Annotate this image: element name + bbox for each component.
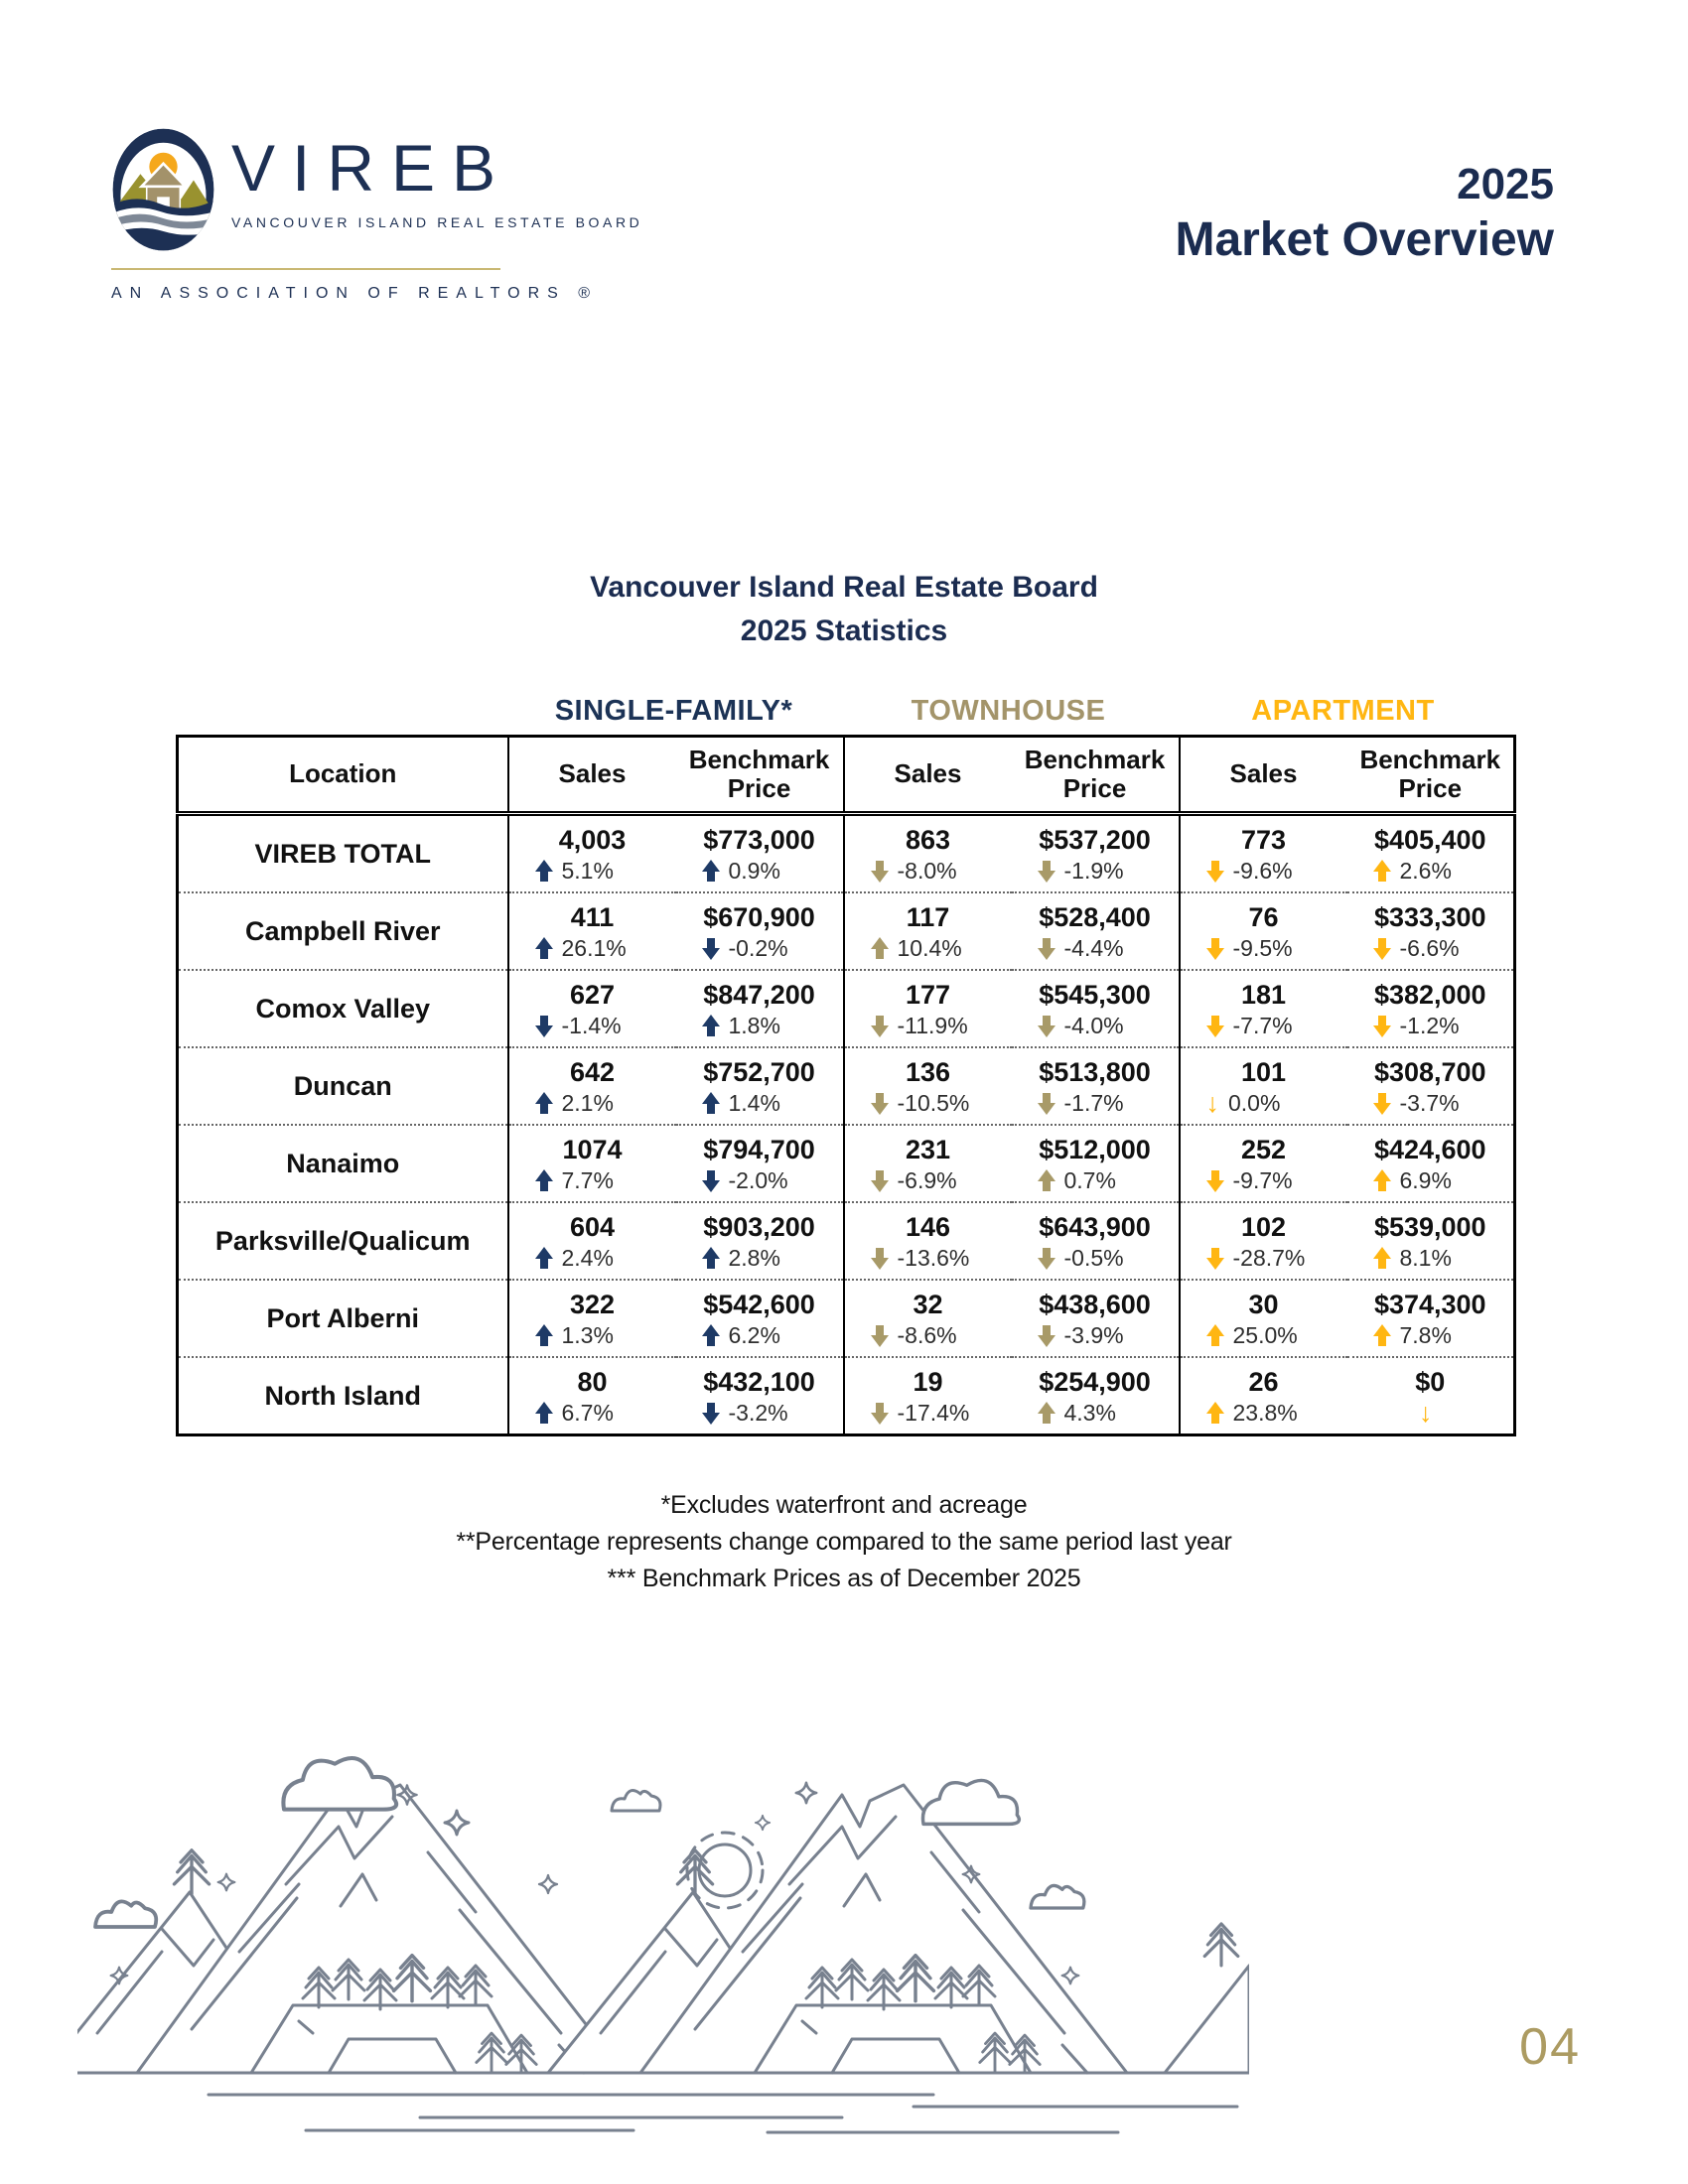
stat-value: $539,000	[1373, 1212, 1486, 1242]
stat-value: 181	[1240, 980, 1287, 1010]
stat-value: 642	[569, 1057, 616, 1087]
stat-value: $773,000	[703, 825, 815, 855]
stat-change	[1181, 1245, 1347, 1278]
vireb-emblem-icon	[111, 127, 215, 252]
stat-value: 136	[905, 1057, 951, 1087]
stat-change	[1347, 1167, 1514, 1200]
stat-change	[845, 1013, 1012, 1045]
stat-change	[1347, 1090, 1514, 1123]
logo-gold-rule	[111, 268, 500, 270]
trend-down-arrow	[1373, 1092, 1391, 1115]
stat-value: $528,400	[1039, 902, 1151, 932]
stat-cell	[1347, 1357, 1515, 1435]
stat-change	[1347, 1400, 1514, 1433]
trend-down-arrow: ↓	[1205, 1088, 1219, 1118]
stat-change-text: -0.2%	[728, 935, 788, 961]
table-row	[178, 970, 1515, 1047]
stat-cell	[1180, 892, 1347, 970]
stat-change-text: 1.4%	[728, 1090, 780, 1116]
stat-cell	[844, 1357, 1012, 1435]
stat-change	[676, 1322, 843, 1355]
stat-cell	[676, 1357, 844, 1435]
stat-change-text: 23.8%	[1232, 1400, 1298, 1426]
stat-value: $0	[1415, 1367, 1446, 1397]
stat-value: $513,800	[1039, 1057, 1151, 1087]
stat-change-text: 6.7%	[561, 1400, 614, 1426]
trend-down-arrow	[1373, 1015, 1391, 1037]
stat-change	[1181, 858, 1347, 890]
stat-cell	[1012, 1357, 1180, 1435]
location-cell: North Island	[178, 1357, 508, 1435]
stat-value: $545,300	[1039, 980, 1151, 1010]
stat-change	[845, 1322, 1012, 1355]
stat-value: 32	[913, 1290, 943, 1319]
stat-value: $670,900	[703, 902, 815, 932]
table-body	[178, 814, 1515, 1435]
stat-change-text: -1.7%	[1063, 1090, 1124, 1116]
stat-change-text: -11.9%	[897, 1013, 968, 1038]
trend-up-arrow	[702, 1092, 720, 1115]
table-row	[178, 1125, 1515, 1202]
stat-value: $512,000	[1039, 1135, 1151, 1164]
table-header	[178, 737, 1515, 814]
stat-value: 76	[1248, 902, 1279, 932]
stat-change-text: -28.7%	[1232, 1245, 1306, 1271]
trend-down-arrow	[1206, 860, 1224, 883]
stat-value: 30	[1248, 1290, 1279, 1319]
document-title-text: Market Overview	[1175, 212, 1554, 266]
stat-change-text: 0.0%	[1228, 1090, 1281, 1116]
stat-change-text: 2.8%	[728, 1245, 780, 1271]
stat-change	[1347, 858, 1514, 890]
stat-value: $794,700	[703, 1135, 815, 1164]
stat-value: 146	[905, 1212, 951, 1242]
trend-up-arrow	[535, 1092, 553, 1115]
trend-up-arrow	[1206, 1324, 1224, 1347]
column-header-sales-sf: Sales	[508, 737, 676, 814]
stat-change-text: -9.6%	[1232, 858, 1293, 884]
stat-value: 1074	[562, 1135, 623, 1164]
table-header-row	[178, 737, 1515, 814]
stat-cell	[1012, 970, 1180, 1047]
trend-down-arrow: ↓	[1419, 1398, 1433, 1428]
stat-change-text: -17.4%	[897, 1400, 970, 1426]
stat-change-text: -7.7%	[1232, 1013, 1293, 1038]
column-header-sales-th: Sales	[844, 737, 1012, 814]
stat-change	[1181, 1322, 1347, 1355]
table-row	[178, 1357, 1515, 1435]
stat-value: $308,700	[1373, 1057, 1486, 1087]
stat-change	[1012, 1167, 1179, 1200]
trend-down-arrow	[702, 1169, 720, 1192]
stat-change	[509, 1167, 676, 1200]
stat-change	[1012, 935, 1179, 968]
logo-association-line: AN ASSOCIATION OF REALTORS ®	[111, 285, 599, 302]
stat-change-text: -9.5%	[1232, 935, 1293, 961]
trend-up-arrow	[1373, 1169, 1391, 1192]
stat-change-text: -2.0%	[728, 1167, 788, 1193]
stat-cell	[1012, 1047, 1180, 1125]
trend-up-arrow	[702, 860, 720, 883]
stat-value: $424,600	[1373, 1135, 1486, 1164]
stat-change	[1347, 1245, 1514, 1278]
trend-up-arrow	[1206, 1402, 1224, 1425]
footnote-3: *** Benchmark Prices as of December 2025	[607, 1565, 1081, 1592]
stat-change	[1347, 935, 1514, 968]
stat-cell	[844, 1125, 1012, 1202]
stat-value: 19	[913, 1367, 943, 1397]
stat-change-text: 5.1%	[561, 858, 614, 884]
stat-change	[676, 1013, 843, 1045]
stat-cell	[508, 1125, 676, 1202]
stat-cell	[844, 1047, 1012, 1125]
trend-down-arrow	[871, 1092, 889, 1115]
trend-down-arrow	[1038, 1324, 1055, 1347]
column-header-benchmark-sf: Benchmark Price	[676, 737, 844, 814]
location-cell: Comox Valley	[178, 970, 508, 1047]
table-title-line1: Vancouver Island Real Estate Board	[590, 571, 1098, 604]
stat-value: 117	[906, 902, 950, 932]
vireb-logo	[111, 127, 643, 303]
stat-cell	[1347, 892, 1515, 970]
stat-cell	[1180, 1202, 1347, 1280]
trend-up-arrow	[535, 860, 553, 883]
stat-cell	[1180, 1280, 1347, 1357]
stat-cell	[508, 1357, 676, 1435]
stat-change	[676, 1400, 843, 1433]
stat-change	[1347, 1322, 1514, 1355]
footnote-2: **Percentage represents change compared to the same period last year	[456, 1528, 1232, 1556]
group-header-single-family: SINGLE-FAMILY*	[554, 695, 793, 727]
stat-change	[1012, 1400, 1179, 1433]
stat-value: $537,200	[1039, 825, 1151, 855]
logo-wordmark: VIREB	[231, 131, 513, 205]
stat-value: $847,200	[703, 980, 815, 1010]
trend-up-arrow	[702, 1247, 720, 1270]
stat-cell	[844, 1202, 1012, 1280]
stat-cell	[1012, 1202, 1180, 1280]
location-cell: VIREB TOTAL	[254, 838, 431, 869]
stat-change-text: 2.6%	[1399, 858, 1452, 884]
location-cell: Parksville/Qualicum	[178, 1202, 508, 1280]
stat-change	[845, 935, 1012, 968]
stat-cell	[1347, 1047, 1515, 1125]
table-row	[178, 814, 1515, 893]
location-cell: Nanaimo	[178, 1125, 508, 1202]
table-row	[178, 1202, 1515, 1280]
logo-subtitle: VANCOUVER ISLAND REAL ESTATE BOARD	[231, 214, 643, 230]
stat-cell	[1347, 1280, 1515, 1357]
stat-change-text: -1.4%	[561, 1013, 622, 1038]
stat-change-text: -8.6%	[897, 1322, 957, 1348]
table-title	[0, 566, 1688, 652]
page-number: 04	[1519, 2018, 1581, 2076]
trend-up-arrow	[871, 937, 889, 960]
logo-lockup	[111, 127, 643, 252]
stat-change	[1012, 858, 1179, 890]
stat-change-text: 0.9%	[728, 858, 780, 884]
stat-change-text: 6.9%	[1399, 1167, 1452, 1193]
stat-change-text: -1.9%	[1063, 858, 1124, 884]
trend-down-arrow	[535, 1015, 553, 1037]
table-title-line2: 2025 Statistics	[740, 614, 948, 647]
stat-value: $254,900	[1039, 1367, 1151, 1397]
trend-up-arrow	[535, 1169, 553, 1192]
stat-value: 863	[905, 825, 951, 855]
stat-change	[1012, 1090, 1179, 1123]
stat-value: 101	[1240, 1057, 1287, 1087]
stat-change-text: 25.0%	[1232, 1322, 1298, 1348]
table-row	[178, 892, 1515, 970]
location-cell: Campbell River	[178, 892, 508, 970]
footnote-1: *Excludes waterfront and acreage	[660, 1491, 1028, 1519]
trend-down-arrow	[871, 1402, 889, 1425]
stat-change-text: 26.1%	[561, 935, 627, 961]
trend-down-arrow	[702, 937, 720, 960]
trend-up-arrow	[1373, 860, 1391, 883]
trend-up-arrow	[1373, 1324, 1391, 1347]
stat-change-text: -1.2%	[1399, 1013, 1460, 1038]
stat-change-text: 2.4%	[561, 1245, 614, 1271]
trend-up-arrow	[535, 1324, 553, 1347]
stat-change	[509, 1322, 676, 1355]
trend-down-arrow	[1206, 937, 1224, 960]
footnotes	[0, 1487, 1688, 1597]
stat-change	[1181, 1090, 1347, 1123]
stat-cell	[676, 1047, 844, 1125]
column-header-benchmark-th: Benchmark Price	[1012, 737, 1180, 814]
column-header-location: Location	[178, 737, 508, 814]
stat-value: $432,100	[703, 1367, 815, 1397]
trend-down-arrow	[871, 1247, 889, 1270]
stat-change-text: -4.4%	[1063, 935, 1124, 961]
stat-cell	[1012, 1280, 1180, 1357]
location-cell: Duncan	[178, 1047, 508, 1125]
stat-value: $374,300	[1373, 1290, 1486, 1319]
stat-cell	[508, 814, 676, 893]
document-title	[1175, 159, 1554, 268]
stat-value: $438,600	[1039, 1290, 1151, 1319]
stat-value: $333,300	[1373, 902, 1486, 932]
stat-change-text: -8.0%	[897, 858, 957, 884]
stat-cell	[844, 814, 1012, 893]
stat-value: 773	[1240, 825, 1287, 855]
stat-cell	[508, 1047, 676, 1125]
stat-cell	[1012, 814, 1180, 893]
trend-down-arrow	[871, 1169, 889, 1192]
stat-cell	[508, 970, 676, 1047]
table-row	[178, 1047, 1515, 1125]
trend-up-arrow	[702, 1015, 720, 1037]
stat-value: 26	[1248, 1367, 1279, 1397]
trend-down-arrow	[1206, 1169, 1224, 1192]
stat-cell	[1347, 970, 1515, 1047]
trend-down-arrow	[1206, 1247, 1224, 1270]
trend-down-arrow	[1038, 1092, 1055, 1115]
stat-change	[509, 1090, 676, 1123]
stat-change	[1181, 1167, 1347, 1200]
stat-change-text: -13.6%	[897, 1245, 970, 1271]
stat-change-text: 1.8%	[728, 1013, 780, 1038]
stat-change-text: 1.3%	[561, 1322, 614, 1348]
stat-change-text: -4.0%	[1063, 1013, 1124, 1038]
stat-cell	[844, 1280, 1012, 1357]
stat-cell	[676, 1202, 844, 1280]
stat-value: $382,000	[1373, 980, 1486, 1010]
stat-change-text: 10.4%	[897, 935, 962, 961]
stat-cell	[676, 1280, 844, 1357]
stat-value: 252	[1240, 1135, 1287, 1164]
stat-value: 4,003	[558, 825, 627, 855]
stat-cell	[1012, 892, 1180, 970]
column-header-sales-apt: Sales	[1180, 737, 1347, 814]
trend-up-arrow	[702, 1324, 720, 1347]
stat-change-text: 8.1%	[1399, 1245, 1452, 1271]
stat-change	[676, 1245, 843, 1278]
stat-change-text: -3.9%	[1063, 1322, 1124, 1348]
stat-value: 177	[905, 980, 951, 1010]
stat-change-text: 7.7%	[561, 1167, 614, 1193]
stat-change-text: -10.5%	[897, 1090, 970, 1116]
stat-change	[1181, 1013, 1347, 1045]
trend-down-arrow	[1038, 1015, 1055, 1037]
trend-up-arrow	[1038, 1402, 1055, 1425]
stat-change	[1012, 1245, 1179, 1278]
stat-value: 604	[569, 1212, 616, 1242]
stat-cell	[676, 814, 844, 893]
document-year: 2025	[1457, 160, 1554, 208]
stat-change	[676, 1090, 843, 1123]
stat-value: 231	[905, 1135, 951, 1164]
stat-cell	[1347, 1125, 1515, 1202]
trend-up-arrow	[535, 1402, 553, 1425]
stat-change	[1012, 1322, 1179, 1355]
stat-cell	[1180, 814, 1347, 893]
stat-value: $903,200	[703, 1212, 815, 1242]
stat-cell	[1180, 1047, 1347, 1125]
group-header-apartment: APARTMENT	[1251, 695, 1435, 727]
stat-change-text: -3.2%	[728, 1400, 788, 1426]
stat-change	[509, 1013, 676, 1045]
stat-change	[1181, 935, 1347, 968]
trend-down-arrow	[702, 1402, 720, 1425]
stat-cell	[676, 1125, 844, 1202]
stat-cell	[508, 1280, 676, 1357]
stat-value: $405,400	[1373, 825, 1486, 855]
stat-cell	[676, 892, 844, 970]
stat-change-text: -6.6%	[1399, 935, 1460, 961]
trend-down-arrow	[1038, 860, 1055, 883]
stat-cell	[1180, 970, 1347, 1047]
stat-value: 102	[1240, 1212, 1287, 1242]
stat-change-text: 0.7%	[1063, 1167, 1116, 1193]
stat-change-text: 2.1%	[561, 1090, 614, 1116]
statistics-table	[176, 735, 1516, 1436]
stat-change	[509, 935, 676, 968]
trend-down-arrow	[1038, 1247, 1055, 1270]
stat-change	[845, 1245, 1012, 1278]
trend-up-arrow	[1373, 1247, 1391, 1270]
stat-cell	[508, 1202, 676, 1280]
stat-cell	[1347, 814, 1515, 893]
stat-change	[1347, 1013, 1514, 1045]
stat-change-text: -9.7%	[1232, 1167, 1293, 1193]
stat-value: 322	[569, 1290, 616, 1319]
group-header-spacer	[176, 695, 506, 728]
trend-down-arrow	[871, 1015, 889, 1037]
stat-value: 627	[569, 980, 616, 1010]
stat-value: $542,600	[703, 1290, 815, 1319]
stat-change	[676, 935, 843, 968]
stat-change-text: 6.2%	[728, 1322, 780, 1348]
stat-change	[676, 858, 843, 890]
stat-cell	[1347, 1202, 1515, 1280]
stat-change	[845, 1400, 1012, 1433]
stat-cell	[1180, 1357, 1347, 1435]
stat-change	[676, 1167, 843, 1200]
stat-change	[845, 1167, 1012, 1200]
trend-down-arrow	[871, 1324, 889, 1347]
group-header-row	[176, 695, 1512, 728]
column-header-benchmark-apt: Benchmark Price	[1347, 737, 1515, 814]
stat-value: 80	[577, 1367, 608, 1397]
stat-value: $752,700	[703, 1057, 815, 1087]
stat-change-text: -3.7%	[1399, 1090, 1460, 1116]
stat-change	[1181, 1400, 1347, 1433]
mountain-illustration	[77, 1735, 1249, 2142]
stat-change-text: 7.8%	[1399, 1322, 1452, 1348]
location-cell: Port Alberni	[178, 1280, 508, 1357]
trend-down-arrow	[871, 860, 889, 883]
trend-down-arrow	[1373, 937, 1391, 960]
table-row	[178, 1280, 1515, 1357]
stat-change	[1012, 1013, 1179, 1045]
stat-change-text: -0.5%	[1063, 1245, 1124, 1271]
stat-change	[509, 1400, 676, 1433]
stat-change	[509, 1245, 676, 1278]
trend-up-arrow	[535, 1247, 553, 1270]
trend-up-arrow	[1038, 1169, 1055, 1192]
stat-change	[509, 858, 676, 890]
stat-change	[845, 1090, 1012, 1123]
stat-change-text: -6.9%	[897, 1167, 957, 1193]
trend-up-arrow	[535, 937, 553, 960]
stat-cell	[844, 892, 1012, 970]
stat-cell	[676, 970, 844, 1047]
stat-value: 411	[570, 902, 615, 932]
stat-cell	[844, 970, 1012, 1047]
trend-down-arrow	[1206, 1015, 1224, 1037]
trend-down-arrow	[1038, 937, 1055, 960]
stat-cell	[508, 892, 676, 970]
stat-change	[845, 858, 1012, 890]
group-header-townhouse: TOWNHOUSE	[911, 695, 1106, 727]
stat-change-text: 4.3%	[1063, 1400, 1116, 1426]
logo-text-column	[231, 127, 642, 230]
stat-cell	[1180, 1125, 1347, 1202]
stat-cell	[1012, 1125, 1180, 1202]
stat-value: $643,900	[1039, 1212, 1151, 1242]
